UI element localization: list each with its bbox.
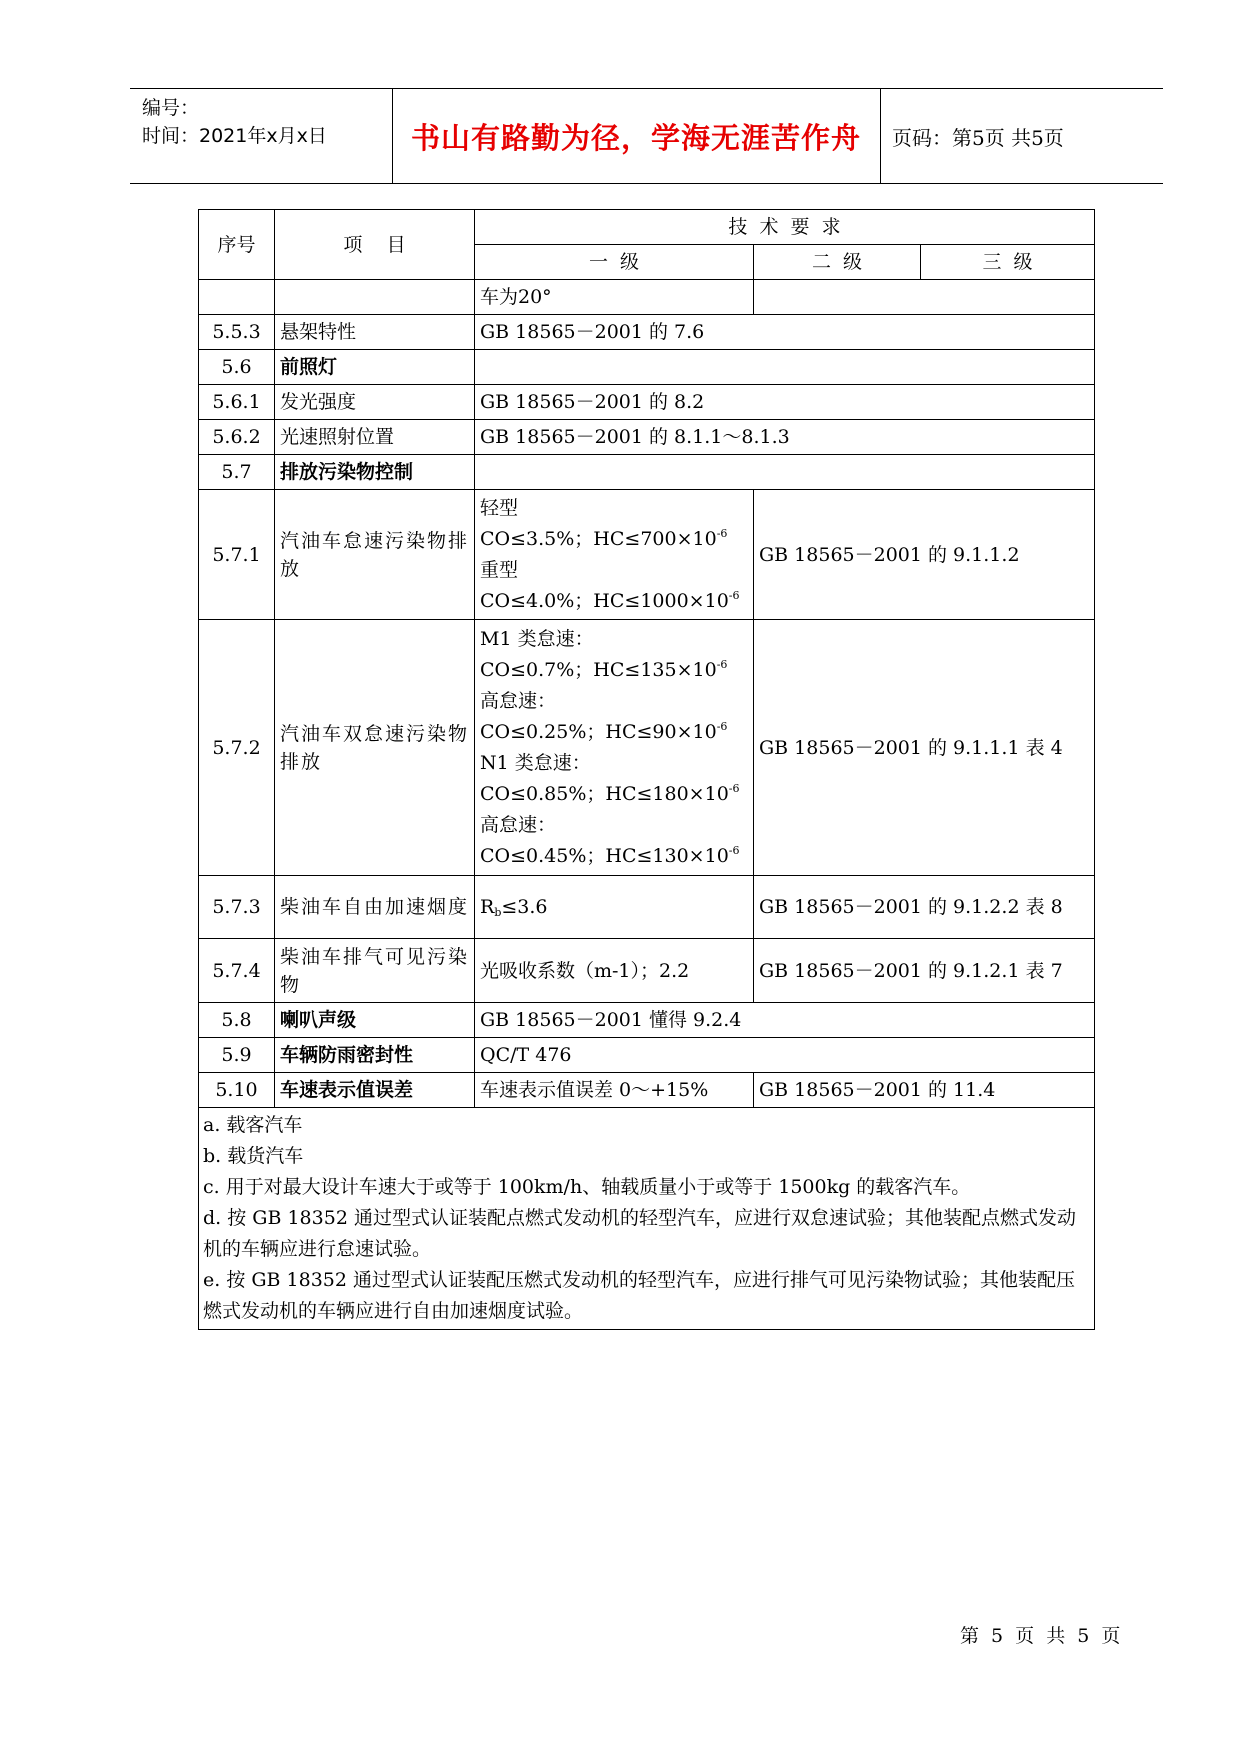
doc-time-label: 时间：2021年x月x日 [142, 125, 327, 147]
level-2-header: 二 级 [754, 245, 921, 280]
row-reference: GB 18565－2001 的 9.1.1.2 [754, 490, 1095, 620]
table-row [199, 939, 1095, 1003]
row-number: 5.6.1 [199, 385, 275, 420]
col-header-item: 项 目 [275, 210, 475, 280]
req-line: M1 类怠速： [480, 627, 594, 650]
table-row [199, 876, 1095, 939]
row-number: 5.7.1 [199, 490, 275, 620]
req-line: 高怠速： [480, 813, 557, 836]
row-reference: GB 18565－2001 的 9.1.2.1 表 7 [754, 939, 1095, 1003]
row-number: 5.6 [199, 350, 275, 385]
row-item: 喇叭声级 [275, 1003, 475, 1038]
row-number: 5.7.4 [199, 939, 275, 1003]
row-requirement [475, 620, 754, 876]
table-row [199, 1038, 1095, 1073]
doc-number-label: 编号： [142, 97, 200, 119]
row-requirement: GB 18565－2001 的 8.2 [475, 385, 1095, 420]
table-row [199, 620, 1095, 876]
row-item: 汽油车双怠速污染物排放 [275, 620, 475, 876]
table-header-row [199, 210, 1095, 245]
table-row [199, 385, 1095, 420]
table-row [199, 420, 1095, 455]
note-item: c. 用于对最大设计车速大于或等于 100km/h、轴载质量小于或等于 1500kg 的载客汽车。 [203, 1176, 971, 1198]
motto-text: 书山有路勤为径，学海无涯苦作舟 [410, 120, 861, 155]
row-requirement: QC/T 476 [475, 1038, 1095, 1073]
req-line: CO≤0.25%；$HC\le 90\times 10^{-6}$ [480, 719, 728, 743]
notes-row [199, 1108, 1095, 1330]
table-row [199, 350, 1095, 385]
col-header-tech: 技 术 要 求 [475, 210, 1095, 245]
row-requirement: GB 18565－2001 的 7.6 [475, 315, 1095, 350]
level-1-header: 一 级 [475, 245, 754, 280]
row-item: 汽油车怠速污染物排放 [275, 490, 475, 620]
row-requirement: 光吸收系数（m-1）；2.2 [475, 939, 754, 1003]
row-reference: GB 18565－2001 的 9.1.1.1 表 4 [754, 620, 1095, 876]
header-meta [130, 89, 393, 183]
req-line: 轻型 [480, 496, 519, 519]
row-requirement: $R_b\le 3.6$ [475, 876, 754, 939]
row-requirement: 车速表示值误差 0～+15% [475, 1073, 754, 1108]
row-number: 5.8 [199, 1003, 275, 1038]
req-line: CO≤0.7%；$HC\le 135\times 10^{-6}$ [480, 657, 728, 681]
row-item: 车辆防雨密封性 [275, 1038, 475, 1073]
header-motto [392, 89, 881, 183]
row-requirement [475, 490, 754, 620]
row-item: 前照灯 [275, 350, 475, 385]
row-number: 5.7 [199, 455, 275, 490]
table-row [199, 455, 1095, 490]
row-number: 5.5.3 [199, 315, 275, 350]
req-line: CO≤0.45%；$HC\le 130\times 10^{-6}$ [480, 843, 740, 867]
col-header-no: 序号 [199, 210, 275, 280]
row-requirement: GB 18565－2001 懂得 9.2.4 [475, 1003, 1095, 1038]
req-line: 高怠速： [480, 689, 557, 712]
row-number: 5.7.3 [199, 876, 275, 939]
table-row [199, 1073, 1095, 1108]
spec-table [198, 209, 1095, 1330]
row-number: 5.6.2 [199, 420, 275, 455]
row-item: 车速表示值误差 [275, 1073, 475, 1108]
row-reference: GB 18565－2001 的 9.1.2.2 表 8 [754, 876, 1095, 939]
row-item: 排放污染物控制 [275, 455, 475, 490]
row-item: 悬架特性 [275, 315, 475, 350]
req-line: CO≤0.85%；$HC\le 180\times 10^{-6}$ [480, 781, 740, 805]
table-row [199, 490, 1095, 620]
carry-over-text: 车为20° [475, 280, 754, 315]
row-item: 光速照射位置 [275, 420, 475, 455]
row-requirement: GB 18565－2001 的 8.1.1～8.1.3 [475, 420, 1095, 455]
table-notes [199, 1108, 1095, 1330]
row-reference: GB 18565－2001 的 11.4 [754, 1073, 1095, 1108]
note-item: b. 载货汽车 [203, 1145, 304, 1167]
note-item: a. 载客汽车 [203, 1114, 303, 1136]
req-line: CO≤4.0%；$HC\le 1000\times 10^{-6}$ [480, 588, 740, 612]
note-item: e. 按 GB 18352 通过型式认证装配压燃式发动机的轻型汽车，应进行排气可见污染物试验；其他装配压燃式发动机的车辆应进行自由加速烟度试验。 [203, 1269, 1076, 1322]
req-line: N1 类怠速： [480, 751, 591, 774]
row-number: 5.9 [199, 1038, 275, 1073]
row-number: 5.10 [199, 1073, 275, 1108]
page-info-text: 页码：第5页 共5页 [892, 125, 1064, 150]
req-line: 重型 [480, 558, 519, 581]
table-row [199, 315, 1095, 350]
page-footer: 第 5 页 共 5 页 [960, 1625, 1124, 1647]
row-item: 柴油车自由加速烟度 [275, 876, 475, 939]
page-header [130, 88, 1163, 184]
table-row [199, 1003, 1095, 1038]
table-row [199, 280, 1095, 315]
level-3-header: 三 级 [921, 245, 1095, 280]
header-page-info [880, 89, 1163, 183]
req-line: CO≤3.5%；$HC\le 700\times 10^{-6}$ [480, 526, 728, 550]
row-item: 柴油车排气可见污染物 [275, 939, 475, 1003]
row-number: 5.7.2 [199, 620, 275, 876]
row-item: 发光强度 [275, 385, 475, 420]
note-item: d. 按 GB 18352 通过型式认证装配点燃式发动机的轻型汽车，应进行双怠速试验；其他装配点燃式发动机的车辆应进行怠速试验。 [203, 1207, 1076, 1260]
